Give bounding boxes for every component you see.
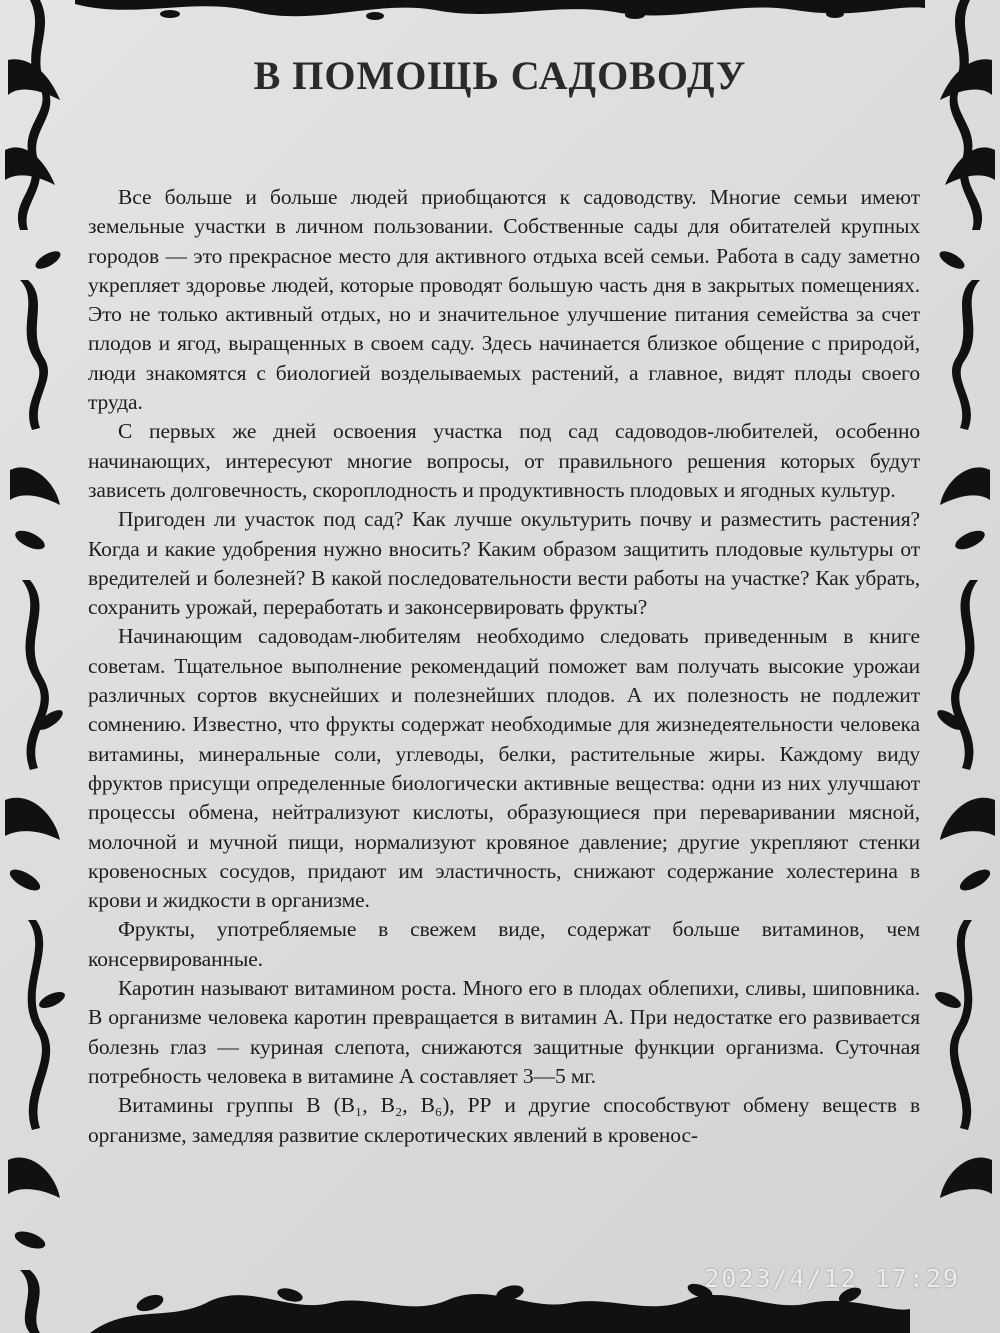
left-ornament-border — [0, 0, 75, 1333]
paragraph: Пригоден ли участок под сад? Как лучше окультурить почву и разместить растения? Когда и какие удобрения нужно вносить? Каким образом защитить плодовые культуры от вредителей и болезней? В какой последовательности вести работы на участке? Как убрать, сохранить урожай, переработать и законсервировать фрукты? — [88, 507, 920, 620]
top-ornament-border — [75, 0, 925, 28]
right-ornament-border — [925, 0, 1000, 1333]
paragraph: Витамины группы В (В₁, В₂, В₆), РР и другие способствуют обмену веществ в организме, замедляя развитие склеротических явлений в кровенос- — [88, 1093, 920, 1147]
paragraph: Каротин называют витамином роста. Много его в плодах облепихи, сливы, шиповника. В организме человека каротин превращается в витамин А. При недостатке его развивается болезнь глаз — куриная слепота, снижаются защитные функции организма. Суточная потребность человека в витамине А составляет 3—5 мг. — [88, 976, 920, 1088]
body-text — [88, 183, 920, 1150]
paragraph: Фрукты, употребляемые в свежем виде, содержат больше витаминов, чем консервированные. — [88, 917, 920, 971]
paragraph: С первых же дней освоения участка под сад садоводов-любителей, особенно начинающих, интересуют многие вопросы, от правильного решения которых будут зависеть долговечность, скороплодность и продуктивность плодовых и ягодных культур. — [88, 419, 920, 502]
paragraph: Все больше и больше людей приобщаются к садоводству. Многие семьи имеют земельные участки в личном пользовании. Собственные сады для обитателей крупных городов — это прекрасное место для активного отдыха всей семьи. Работа в саду заметно укрепляет здоровье людей, которые проводят большую часть дня в закрытых помещениях. Это не только активный отдых, но и значительное улучшение питания семейства за счет плодов и ягод, выращенных в своем саду. Здесь начинается близкое общение с природой, люди знакомятся с биологией возделываемых растений, а главное, видят плоды своего труда. — [88, 185, 920, 415]
page-title: В ПОМОЩЬ САДОВОДУ — [253, 53, 747, 98]
paragraph: Начинающим садоводам-любителям необходимо следовать приведенным в книге советам. Тщательное выполнение рекомендаций поможет вам получать высокие урожаи различных сортов вкуснейших и полезнейших плодов. А их полезность не подлежит сомнению. Известно, что фрукты содержат необходимые для жизнедеятельности человека витамины, минеральные соли, углеводы, белки, растительные жиры. Каждому виду фруктов присущи определенные биологически активные вещества: одни из них улучшают процессы обмена, нейтрализуют кислоты, образующиеся при переваривании мясной, молочной и мучной пищи, нормализуют кровяное давление; другие укрепляют стенки кровеносных сосудов, придают им эластичность, снижают содержание холестерина в крови и жидкости в организме. — [88, 624, 920, 913]
photo-timestamp: 2023/4/12 17:29 — [704, 1264, 960, 1293]
